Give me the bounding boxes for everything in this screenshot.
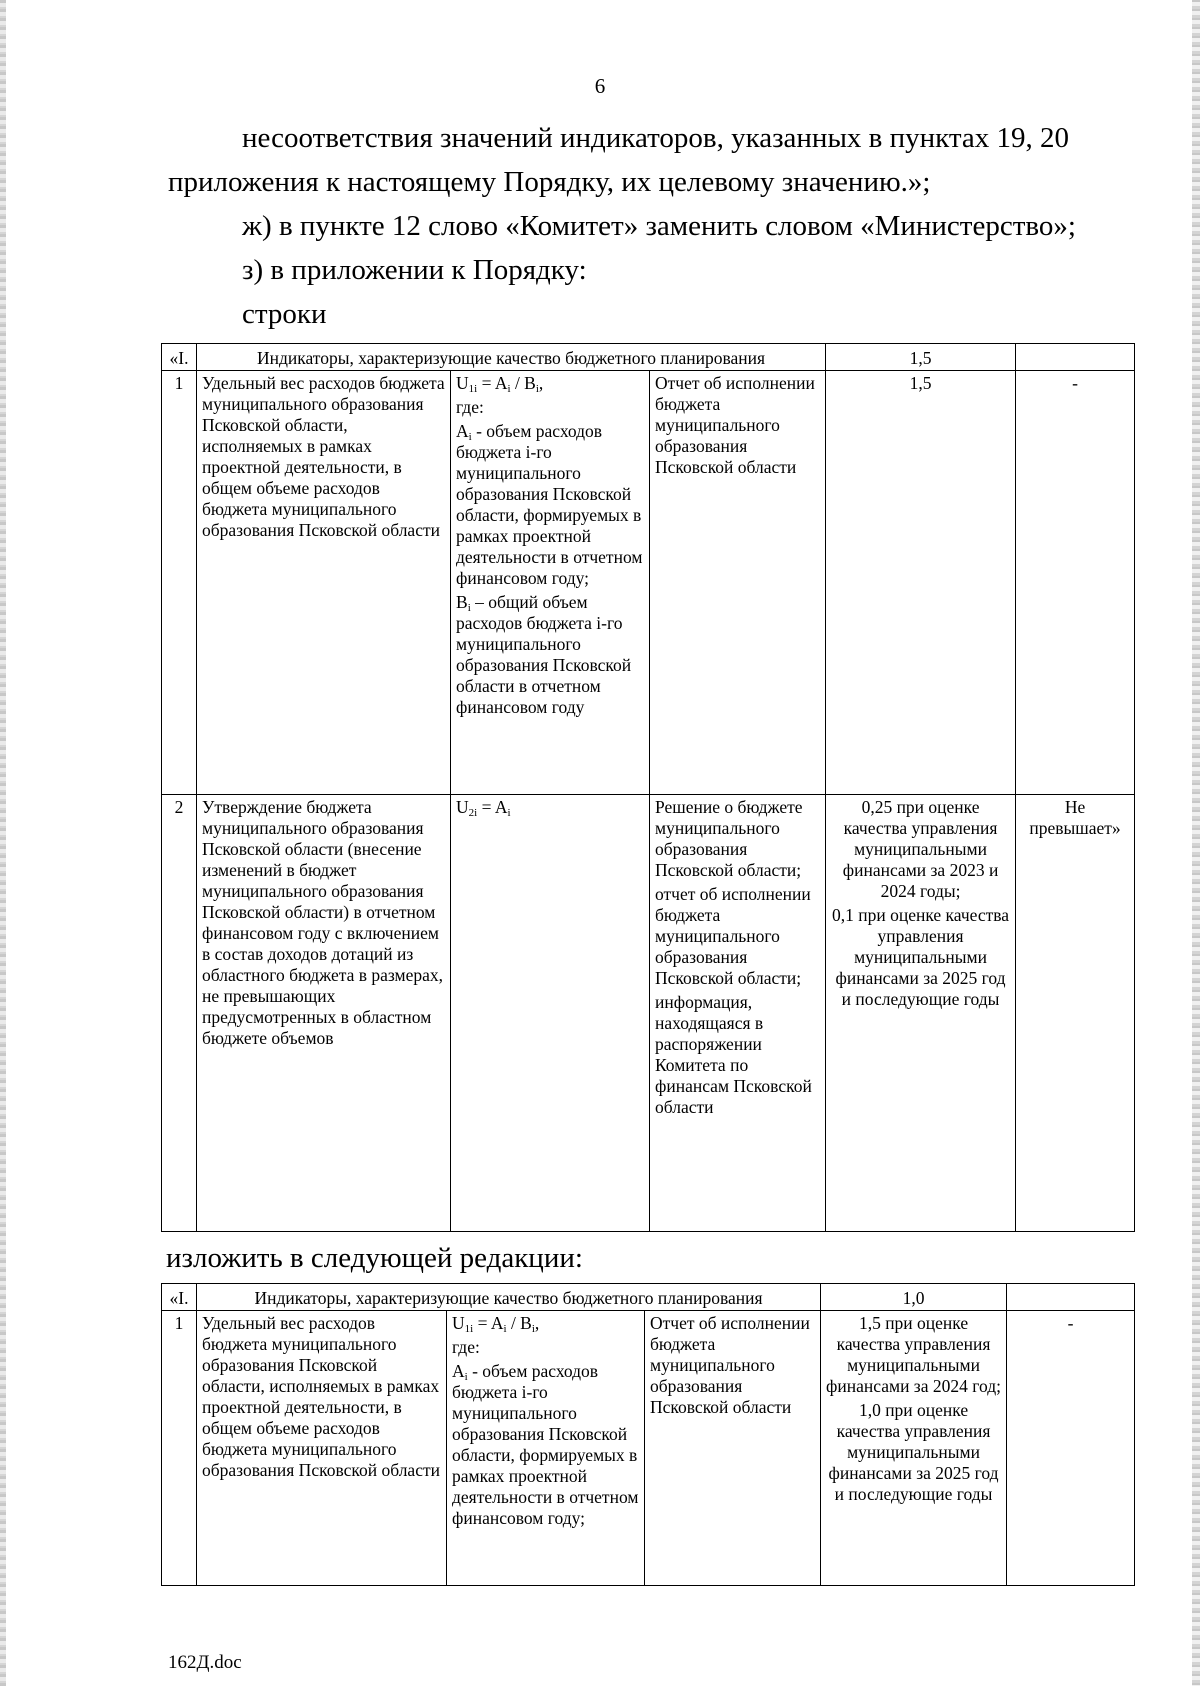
- table1-row1-num: 1: [162, 371, 197, 795]
- table2-row1-a-def: $A_i$ - объем расходов бюджета i-го муниципального образования Псковской области, формируемых в рамках проектной деятельности в отчетном финансовом году;: [452, 1361, 639, 1528]
- table1-row1-where: где:: [456, 397, 484, 417]
- table2-row1-value-1: 1,5 при оценке качества управления муниципальными финансами за 2024 год;: [826, 1313, 1001, 1396]
- intro-line-3: ж) в пункте 12 слово «Комитет» заменить словом «Министерство»;: [242, 210, 1076, 242]
- table2-header-extra: [1007, 1284, 1135, 1311]
- table1-header-num: «I.: [162, 344, 197, 371]
- table1-row2-name: Утверждение бюджета муниципального образования Псковской области (внесение изменений в бюджет муниципального образования Псковской области) в отчетном финансовом году с включением в состав доходов дотаций из областного бюджета в размерах, не превышающих предусмотренных в областном бюджете объемов: [197, 795, 451, 1232]
- table2-row1-formula-cell: [447, 1311, 645, 1586]
- table1-row1-b-def: $B_i$ – общий объем расходов бюджета i-го муниципального образования Псковской области в отчетном финансовом году: [456, 592, 632, 717]
- table1-row1-extra: -: [1016, 371, 1135, 795]
- table1-row2-value-1: 0,25 при оценке качества управления муниципальными финансами за 2023 и 2024 годы;: [842, 797, 999, 901]
- table2-header-value: 1,0: [821, 1284, 1007, 1311]
- table1-row2-formula: $U_{2i} = A_i$: [456, 797, 511, 819]
- table1-row1-formula: $U_{1i} = A_i / B_i$,: [456, 373, 544, 395]
- mid-text: изложить в следующей редакции:: [166, 1242, 583, 1274]
- table2-row1-formula: $U_{1i} = A_i / B_i$,: [452, 1313, 540, 1335]
- table1-row1-name: Удельный вес расходов бюджета муниципального образования Псковской области, исполняемых в рамках проектной деятельности, в общем объеме расходов бюджета муниципального образования Псковской области: [197, 371, 451, 795]
- table1-row2-source-3: информация, находящаяся в распоряжении Комитета по финансам Псковской области: [655, 992, 812, 1117]
- table1-row1-source: Отчет об исполнении бюджета муниципального образования Псковской области: [650, 371, 826, 795]
- table2-row1-source: Отчет об исполнении бюджета муниципального образования Псковской области: [645, 1311, 821, 1586]
- table1-row1-a-def: $A_i$ - объем расходов бюджета i-го муниципального образования Псковской области, формируемых в рамках проектной деятельности в отчетном финансовом году;: [456, 421, 643, 588]
- intro-line-5: строки: [242, 298, 327, 330]
- table2-row1-where: где:: [452, 1337, 480, 1357]
- table2-row-1: [162, 1311, 1135, 1586]
- table1-row2-formula-cell: [451, 795, 650, 1232]
- table1-header-row: [162, 344, 1135, 371]
- table1-row2-source-1: Решение о бюджете муниципального образования Псковской области;: [655, 797, 803, 880]
- table-original-rows: [161, 343, 1135, 1232]
- table1-row2-value-cell: [826, 795, 1016, 1232]
- table2-header-title: Индикаторы, характеризующие качество бюджетного планирования: [197, 1284, 821, 1311]
- table-new-rows: [161, 1283, 1135, 1586]
- table2-row1-extra: -: [1007, 1311, 1135, 1586]
- table2-header-row: [162, 1284, 1135, 1311]
- page-number: 6: [594, 74, 606, 98]
- table2-row1-num: 1: [162, 1311, 197, 1586]
- intro-line-1: несоответствия значений индикаторов, указанных в пунктах 19, 20: [242, 122, 1070, 154]
- table2-row1-value-2: 1,0 при оценке качества управления муниципальными финансами за 2025 год и последующие годы: [828, 1400, 999, 1504]
- table1-row2-extra: Не превышает»: [1016, 795, 1135, 1232]
- table1-header-value: 1,5: [826, 344, 1016, 371]
- table2-row1-value-cell: [821, 1311, 1007, 1586]
- table1-header-extra: [1016, 344, 1135, 371]
- footer-filename: 162Д.doc: [168, 1652, 242, 1673]
- table1-row2-source-cell: [650, 795, 826, 1232]
- table1-header-title: Индикаторы, характеризующие качество бюджетного планирования: [197, 344, 826, 371]
- intro-line-2: приложения к настоящему Порядку, их целевому значению.»;: [168, 166, 931, 198]
- table1-row2-source-2: отчет об исполнении бюджета муниципального образования Псковской области;: [655, 884, 811, 988]
- scan-edge-right: [1192, 0, 1200, 1686]
- table1-row2-num: 2: [162, 795, 197, 1232]
- table1-row1-formula-cell: [451, 371, 650, 795]
- scan-edge-left: [0, 0, 6, 1686]
- table1-row-2: [162, 795, 1135, 1232]
- table1-row1-value: 1,5: [826, 371, 1016, 795]
- table2-header-num: «I.: [162, 1284, 197, 1311]
- table1-row2-value-2: 0,1 при оценке качества управления муниципальными финансами за 2025 год и последующие годы: [831, 905, 1010, 1009]
- table1-row-1: [162, 371, 1135, 795]
- intro-line-4: з) в приложении к Порядку:: [242, 254, 587, 286]
- table2-row1-name: Удельный вес расходов бюджета муниципального образования Псковской области, исполняемых в рамках проектной деятельности, в общем объеме расходов бюджета муниципального образования Псковской области: [197, 1311, 447, 1586]
